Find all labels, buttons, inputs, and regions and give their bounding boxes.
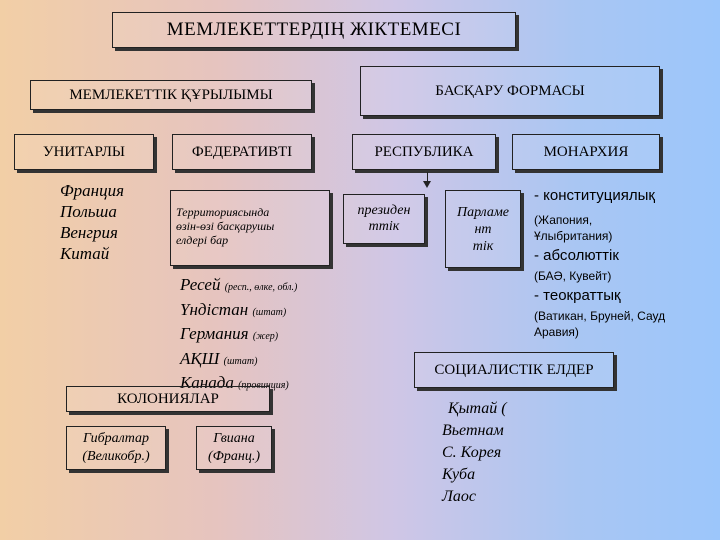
federative-country-name: АҚШ: [180, 348, 220, 368]
colony-box: [196, 426, 272, 470]
federative-desc-line: өзін-өзі басқарушы: [176, 219, 275, 233]
socialist-label: СОЦИАЛИСТІК ЕЛДЕР: [434, 361, 594, 378]
federative-country-name: Үндістан: [180, 299, 249, 319]
parliamentary-line: тік: [472, 238, 494, 254]
presidential-line: президен: [357, 203, 411, 218]
republic-label: РЕСПУБЛИКА: [374, 143, 474, 160]
federative-country-name: Канада: [180, 373, 234, 392]
federative-country: [180, 323, 297, 348]
republic-box: [352, 134, 496, 170]
parliamentary-line: Парламе: [456, 204, 509, 220]
unitary-country: Венгрия: [60, 223, 118, 242]
socialist-country: Лаос: [442, 488, 476, 505]
unitary-country: Польша: [60, 202, 117, 221]
colonies-box: [66, 386, 270, 412]
government-header-box: [360, 66, 660, 116]
presidential-line: ттік: [368, 219, 400, 234]
federative-country-name: Германия: [180, 324, 249, 343]
monarchy-theocratic: - теократтық: [534, 287, 621, 304]
monarchy-constitutional: - конституциялық: [534, 187, 655, 204]
federative-country: [180, 274, 297, 299]
monarchy-absolute-example: (БАӘ, Кувейт): [534, 269, 612, 283]
colony-owner: (Великобр.): [82, 449, 150, 464]
federative-country-note: (респ., өлке, обл.): [224, 282, 298, 293]
federative-country-note: (жер): [252, 331, 279, 342]
unitary-box: [14, 134, 154, 170]
monarchy-theocratic-example: (Ватикан, Бруней, Сауд: [534, 309, 666, 323]
socialist-country: Куба: [442, 466, 476, 483]
colonies-label: КОЛОНИЯЛАР: [117, 390, 219, 407]
monarchy-theocratic-example: Аравия): [534, 325, 579, 339]
government-header: БАСҚАРУ ФОРМАСЫ: [435, 82, 585, 99]
federative-country-note: (провинция): [238, 380, 289, 391]
presidential-box: [343, 194, 425, 244]
federative-box: [172, 134, 312, 170]
monarchy-label: МОНАРХИЯ: [543, 143, 629, 160]
socialist-country: Вьетнам: [442, 422, 504, 439]
socialist-box: [414, 352, 614, 388]
monarchy-constitutional-example: (Жапония,: [534, 213, 593, 227]
monarchy-absolute: - абсолюттік: [534, 247, 619, 264]
socialist-country-list: [442, 398, 507, 508]
unitary-country: Франция: [60, 181, 125, 200]
federative-desc-line: Территориясында: [176, 205, 270, 219]
federative-country: [180, 299, 297, 324]
colony-box: [66, 426, 166, 470]
diagram-title-text: МЕМЛЕКЕТТЕРДІҢ ЖІКТЕМЕСІ: [166, 19, 462, 40]
colony-name: Гвиана: [213, 431, 255, 446]
monarchy-constitutional-example: Ұлыбритания): [534, 229, 613, 243]
federative-country-name: Ресей: [180, 275, 221, 294]
parliamentary-line: нт: [474, 221, 492, 237]
colony-name: Гибралтар: [82, 431, 150, 446]
federative-country: [180, 348, 297, 373]
monarchy-box: [512, 134, 660, 170]
socialist-country: С. Корея: [442, 444, 502, 461]
federative-label: ФЕДЕРАТИВТІ: [191, 143, 293, 160]
federative-desc-box: [170, 190, 330, 266]
diagram-title: [112, 12, 516, 48]
federative-country-list: [180, 274, 297, 397]
federative-desc-line: елдері бар: [176, 233, 229, 247]
monarchy-types: [534, 186, 716, 340]
unitary-country: Китай: [60, 244, 110, 263]
unitary-label: УНИТАРЛЫ: [42, 143, 125, 160]
colony-owner: (Франц.): [207, 449, 261, 464]
parliamentary-box: [445, 190, 521, 268]
socialist-country: Қытай (: [448, 400, 507, 417]
federative-country-note: (штат): [223, 355, 258, 367]
federative-country-note: (штат): [252, 306, 287, 318]
unitary-country-list: [60, 180, 124, 264]
arrow-head-icon: [423, 181, 431, 188]
structure-header: МЕМЛЕКЕТТІК ҚҰРЫЛЫМЫ: [69, 86, 273, 103]
structure-header-box: [30, 80, 312, 110]
